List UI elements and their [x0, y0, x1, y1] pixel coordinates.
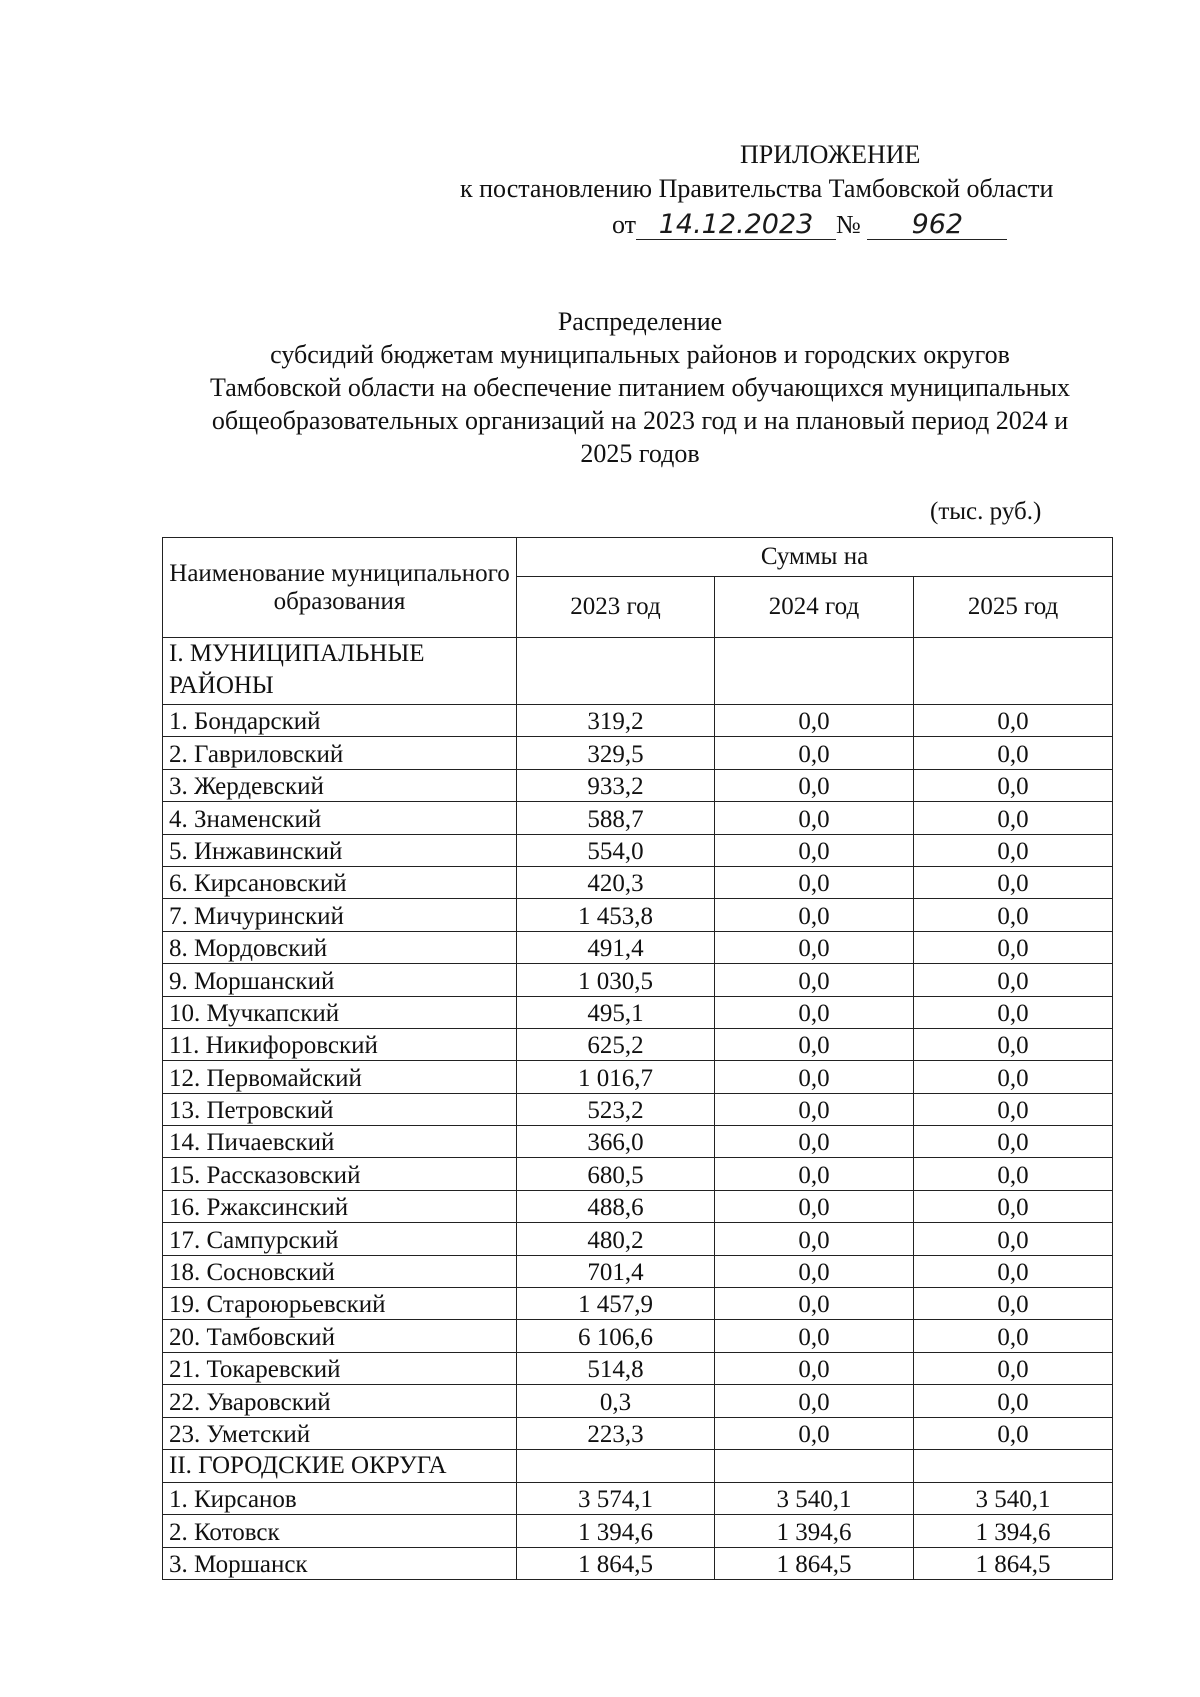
value-2024: 1 864,5	[715, 1547, 914, 1579]
value-2024: 0,0	[715, 866, 914, 898]
row-name: 5. Инжавинский	[163, 834, 517, 866]
table-row	[163, 834, 1113, 866]
value-2025: 0,0	[914, 802, 1113, 834]
value-2024: 0,0	[715, 802, 914, 834]
table-row	[163, 1158, 1113, 1190]
handwritten-date: 14.12.2023	[636, 211, 836, 240]
value-2025: 0,0	[914, 769, 1113, 801]
value-2024: 0,0	[715, 899, 914, 931]
value-2023: 1 016,7	[517, 1061, 715, 1093]
section-title: I. МУНИЦИПАЛЬНЫЕ РАЙОНЫ	[163, 638, 517, 705]
value-2024: 0,0	[715, 1255, 914, 1287]
value-2024: 0,0	[715, 1061, 914, 1093]
value-2023: 329,5	[517, 737, 715, 769]
row-name: 17. Сампурский	[163, 1223, 517, 1255]
value-2025: 0,0	[914, 996, 1113, 1028]
value-2023: 491,4	[517, 931, 715, 963]
row-name: 23. Уметский	[163, 1417, 517, 1449]
title-line: Распределение	[557, 307, 723, 336]
table-row	[163, 964, 1113, 996]
table-row	[163, 737, 1113, 769]
value-2024: 0,0	[715, 737, 914, 769]
value-2025: 0,0	[914, 1028, 1113, 1060]
title-line: общеобразовательных организаций на 2023 год и на плановый период 2024 и	[211, 406, 1069, 435]
value-2025: 0,0	[914, 1288, 1113, 1320]
value-2025: 3 540,1	[914, 1482, 1113, 1514]
table-cell	[914, 1449, 1113, 1482]
section-row-districts	[163, 638, 1113, 705]
value-2025: 0,0	[914, 705, 1113, 737]
appendix-heading: ПРИЛОЖЕНИЕ	[740, 140, 921, 169]
row-name: 1. Бондарский	[163, 705, 517, 737]
document-title	[120, 305, 1160, 470]
table-row	[163, 1482, 1113, 1514]
value-2024: 0,0	[715, 1093, 914, 1125]
value-2023: 420,3	[517, 866, 715, 898]
value-2023: 588,7	[517, 802, 715, 834]
value-2024: 1 394,6	[715, 1515, 914, 1547]
value-2025: 0,0	[914, 1320, 1113, 1352]
value-2023: 1 864,5	[517, 1547, 715, 1579]
value-2025: 0,0	[914, 1190, 1113, 1222]
value-2024: 3 540,1	[715, 1482, 914, 1514]
table-row	[163, 1417, 1113, 1449]
row-name: 4. Знаменский	[163, 802, 517, 834]
row-name: 2. Котовск	[163, 1515, 517, 1547]
table-row	[163, 1385, 1113, 1417]
row-name: 3. Жердевский	[163, 769, 517, 801]
value-2024: 0,0	[715, 996, 914, 1028]
value-2025: 0,0	[914, 1158, 1113, 1190]
value-2023: 933,2	[517, 769, 715, 801]
row-name: 8. Мордовский	[163, 931, 517, 963]
column-header-name: Наименование муниципального образования	[163, 538, 517, 638]
row-name: 11. Никифоровский	[163, 1028, 517, 1060]
value-2025: 1 394,6	[914, 1515, 1113, 1547]
table-cell	[715, 638, 914, 705]
section-title: II. ГОРОДСКИЕ ОКРУГА	[163, 1449, 517, 1482]
table-row	[163, 1547, 1113, 1579]
value-2023: 223,3	[517, 1417, 715, 1449]
table-row	[163, 1028, 1113, 1060]
value-2025: 0,0	[914, 1061, 1113, 1093]
value-2024: 0,0	[715, 1223, 914, 1255]
value-2024: 0,0	[715, 769, 914, 801]
value-2024: 0,0	[715, 1190, 914, 1222]
date-prefix: от	[612, 210, 637, 239]
row-name: 16. Ржаксинский	[163, 1190, 517, 1222]
row-name: 9. Моршанский	[163, 964, 517, 996]
row-name: 13. Петровский	[163, 1093, 517, 1125]
value-2023: 680,5	[517, 1158, 715, 1190]
table-row	[163, 1061, 1113, 1093]
row-name: 1. Кирсанов	[163, 1482, 517, 1514]
table-row	[163, 1223, 1113, 1255]
value-2024: 0,0	[715, 1352, 914, 1384]
appendix-reference: к постановлению Правительства Тамбовской области	[460, 174, 1054, 203]
distribution-table	[162, 537, 1113, 1580]
title-line: Тамбовской области на обеспечение питанием обучающихся муниципальных	[210, 373, 1070, 402]
value-2024: 0,0	[715, 834, 914, 866]
value-2025: 0,0	[914, 1223, 1113, 1255]
title-line: субсидий бюджетам муниципальных районов и городских округов	[270, 340, 1010, 369]
row-name: 7. Мичуринский	[163, 899, 517, 931]
value-2024: 0,0	[715, 1028, 914, 1060]
value-2025: 0,0	[914, 1385, 1113, 1417]
row-name: 21. Токаревский	[163, 1352, 517, 1384]
value-2023: 480,2	[517, 1223, 715, 1255]
table-row	[163, 1093, 1113, 1125]
value-2023: 6 106,6	[517, 1320, 715, 1352]
table-row	[163, 705, 1113, 737]
value-2023: 319,2	[517, 705, 715, 737]
value-2025: 1 864,5	[914, 1547, 1113, 1579]
table-row	[163, 802, 1113, 834]
value-2024: 0,0	[715, 1320, 914, 1352]
table-cell	[914, 638, 1113, 705]
value-2023: 0,3	[517, 1385, 715, 1417]
table-cell	[517, 1449, 715, 1482]
row-name: 20. Тамбовский	[163, 1320, 517, 1352]
value-2025: 0,0	[914, 834, 1113, 866]
value-2025: 0,0	[914, 866, 1113, 898]
row-name: 12. Первомайский	[163, 1061, 517, 1093]
column-group-header: Суммы на	[517, 538, 1113, 577]
table-row	[163, 1190, 1113, 1222]
value-2024: 0,0	[715, 1417, 914, 1449]
value-2023: 1 030,5	[517, 964, 715, 996]
value-2025: 0,0	[914, 931, 1113, 963]
value-2025: 0,0	[914, 899, 1113, 931]
value-2025: 0,0	[914, 1126, 1113, 1158]
row-name: 6. Кирсановский	[163, 866, 517, 898]
table-row	[163, 899, 1113, 931]
value-2024: 0,0	[715, 705, 914, 737]
value-2023: 625,2	[517, 1028, 715, 1060]
column-header-2023: 2023 год	[517, 577, 715, 638]
row-name: 22. Уваровский	[163, 1385, 517, 1417]
value-2024: 0,0	[715, 1158, 914, 1190]
value-2023: 3 574,1	[517, 1482, 715, 1514]
table-row	[163, 1515, 1113, 1547]
row-name: 15. Рассказовский	[163, 1158, 517, 1190]
value-2023: 554,0	[517, 834, 715, 866]
table-row	[163, 769, 1113, 801]
table-row	[163, 931, 1113, 963]
row-name: 2. Гавриловский	[163, 737, 517, 769]
row-name: 3. Моршанск	[163, 1547, 517, 1579]
section-row-city-districts	[163, 1449, 1113, 1482]
number-prefix: №	[836, 210, 861, 239]
value-2023: 488,6	[517, 1190, 715, 1222]
row-name: 19. Староюрьевский	[163, 1288, 517, 1320]
table-row	[163, 996, 1113, 1028]
table-row	[163, 1320, 1113, 1352]
value-2023: 1 453,8	[517, 899, 715, 931]
handwritten-number: 962	[867, 211, 1007, 240]
table-cell	[517, 638, 715, 705]
value-2025: 0,0	[914, 1352, 1113, 1384]
value-2025: 0,0	[914, 1255, 1113, 1287]
value-2024: 0,0	[715, 1288, 914, 1320]
title-line: 2025 годов	[580, 439, 700, 468]
table-row	[163, 1255, 1113, 1287]
value-2024: 0,0	[715, 931, 914, 963]
row-name: 18. Сосновский	[163, 1255, 517, 1287]
table-row	[163, 866, 1113, 898]
value-2025: 0,0	[914, 737, 1113, 769]
value-2023: 366,0	[517, 1126, 715, 1158]
table-cell	[715, 1449, 914, 1482]
table-header-row	[163, 538, 1113, 577]
value-2025: 0,0	[914, 1417, 1113, 1449]
value-2023: 523,2	[517, 1093, 715, 1125]
table-row	[163, 1126, 1113, 1158]
column-header-2025: 2025 год	[914, 577, 1113, 638]
row-name: 10. Мучкапский	[163, 996, 517, 1028]
appendix-date-line	[612, 208, 1007, 242]
value-2023: 514,8	[517, 1352, 715, 1384]
value-2025: 0,0	[914, 1093, 1113, 1125]
table-row	[163, 1288, 1113, 1320]
value-2023: 701,4	[517, 1255, 715, 1287]
value-2024: 0,0	[715, 1385, 914, 1417]
value-2024: 0,0	[715, 964, 914, 996]
value-2024: 0,0	[715, 1126, 914, 1158]
units-label: (тыс. руб.)	[930, 498, 1042, 525]
column-header-2024: 2024 год	[715, 577, 914, 638]
value-2023: 495,1	[517, 996, 715, 1028]
value-2023: 1 394,6	[517, 1515, 715, 1547]
value-2023: 1 457,9	[517, 1288, 715, 1320]
row-name: 14. Пичаевский	[163, 1126, 517, 1158]
table-row	[163, 1352, 1113, 1384]
value-2025: 0,0	[914, 964, 1113, 996]
